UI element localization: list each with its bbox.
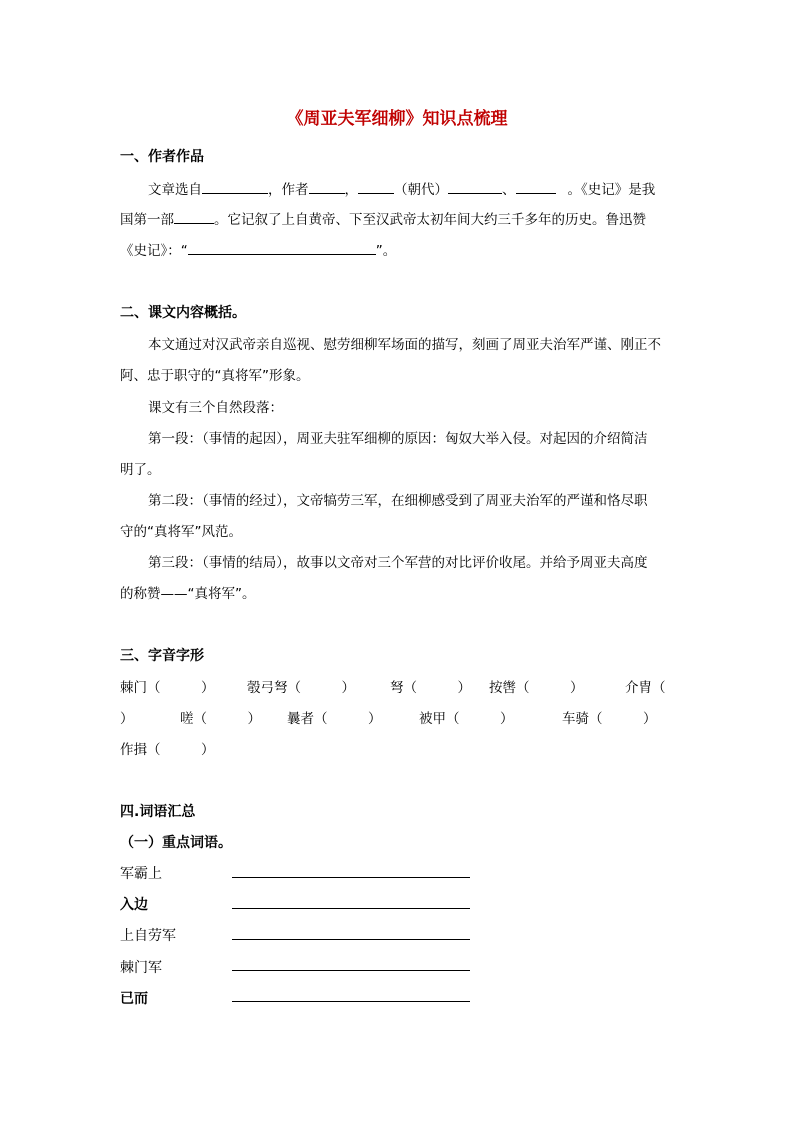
- summary-paragraph-line: 阿、忠于职守的“真将军”形象。: [120, 368, 310, 384]
- pronunciation-item: 彀弓弩（ ）: [247, 680, 355, 696]
- text-fragment: 。《史记》是我: [567, 182, 656, 198]
- text-fragment: 文章选自: [148, 182, 202, 198]
- summary-paragraph-line: 第一段：（事情的起因），周亚夫驻军细柳的原因：匈奴大举入侵。对起因的介绍简洁: [148, 431, 648, 447]
- summary-paragraph-line: 明了。: [120, 462, 161, 478]
- vocab-term: 军霸上: [120, 866, 162, 882]
- summary-paragraph-line: 本文通过对汉武帝亲自巡视、慰劳细柳军场面的描写，刻画了周亚夫治军严谨、刚正不: [148, 337, 661, 353]
- text-fragment: 国第一部: [120, 212, 174, 228]
- text-fragment: 。它记叙了上自黄帝、下至汉武帝太初年间大约三千多年的历史。鲁迅赞: [214, 212, 646, 228]
- text-fragment: ，作者: [268, 182, 309, 198]
- text-fragment: ，: [344, 182, 358, 198]
- section-heading-pronunciation: 三、字音字形: [120, 648, 204, 664]
- document-title: 《周亚夫军细柳》知识点梳理: [286, 109, 508, 129]
- answer-line[interactable]: [232, 1001, 470, 1002]
- pronunciation-item: 作揖（ ）: [120, 742, 215, 758]
- pronunciation-item: 嗟（ ）: [180, 711, 261, 727]
- text-fragment: （朝代）: [394, 182, 448, 198]
- vocab-term: 入边: [120, 897, 148, 913]
- pronunciation-item: 棘门（ ）: [120, 680, 215, 696]
- section-heading-summary: 二、课文内容概括。: [120, 305, 246, 321]
- text-fragment: ”。: [375, 243, 397, 259]
- section-heading-author: 一、作者作品: [120, 149, 204, 165]
- pronunciation-item: 按辔（ ）: [489, 680, 584, 696]
- summary-paragraph-line: 课文有三个自然段落：: [148, 400, 283, 416]
- summary-paragraph-line: 的称赞——“真将军”。: [120, 586, 256, 602]
- pronunciation-item: ）: [120, 711, 134, 727]
- vocab-term: 上自劳军: [120, 928, 176, 944]
- summary-paragraph-line: 第二段：（事情的经过），文帝犒劳三军，在细柳感受到了周亚夫治军的严谨和恪尽职: [148, 493, 648, 509]
- fill-blank[interactable]: [358, 181, 394, 194]
- fill-blank[interactable]: [516, 181, 556, 194]
- fill-blank[interactable]: [188, 242, 376, 255]
- pronunciation-item: 被甲（ ）: [419, 711, 514, 727]
- author-line-2: [120, 208, 675, 228]
- text-fragment: 《史记》：“: [120, 243, 188, 259]
- vocab-term: 棘门军: [120, 960, 162, 976]
- fill-blank[interactable]: [202, 181, 268, 194]
- summary-paragraph-line: 第三段：（事情的结局），故事以文帝对三个军营的对比评价收尾。并给予周亚夫高度: [148, 555, 648, 571]
- text-fragment: 、: [502, 182, 516, 198]
- summary-paragraph-line: 守的“真将军”风范。: [120, 524, 242, 540]
- section-heading-vocabulary: 四.词语汇总: [120, 804, 196, 820]
- pronunciation-item: 弩（ ）: [390, 680, 471, 696]
- answer-line[interactable]: [232, 877, 470, 878]
- pronunciation-item: 车骑（ ）: [562, 711, 657, 727]
- vocab-term: 已而: [120, 991, 148, 1007]
- fill-blank[interactable]: [448, 181, 502, 194]
- answer-line[interactable]: [232, 939, 470, 940]
- author-line-3: [120, 239, 675, 259]
- answer-line[interactable]: [232, 970, 470, 971]
- fill-blank[interactable]: [174, 211, 214, 224]
- subsection-heading-key-words: （一）重点词语。: [120, 835, 232, 851]
- author-line-1: [148, 178, 675, 198]
- answer-line[interactable]: [232, 908, 470, 909]
- fill-blank[interactable]: [309, 181, 345, 194]
- pronunciation-item: 曩者（ ）: [287, 711, 382, 727]
- pronunciation-item: 介胄（: [625, 680, 666, 696]
